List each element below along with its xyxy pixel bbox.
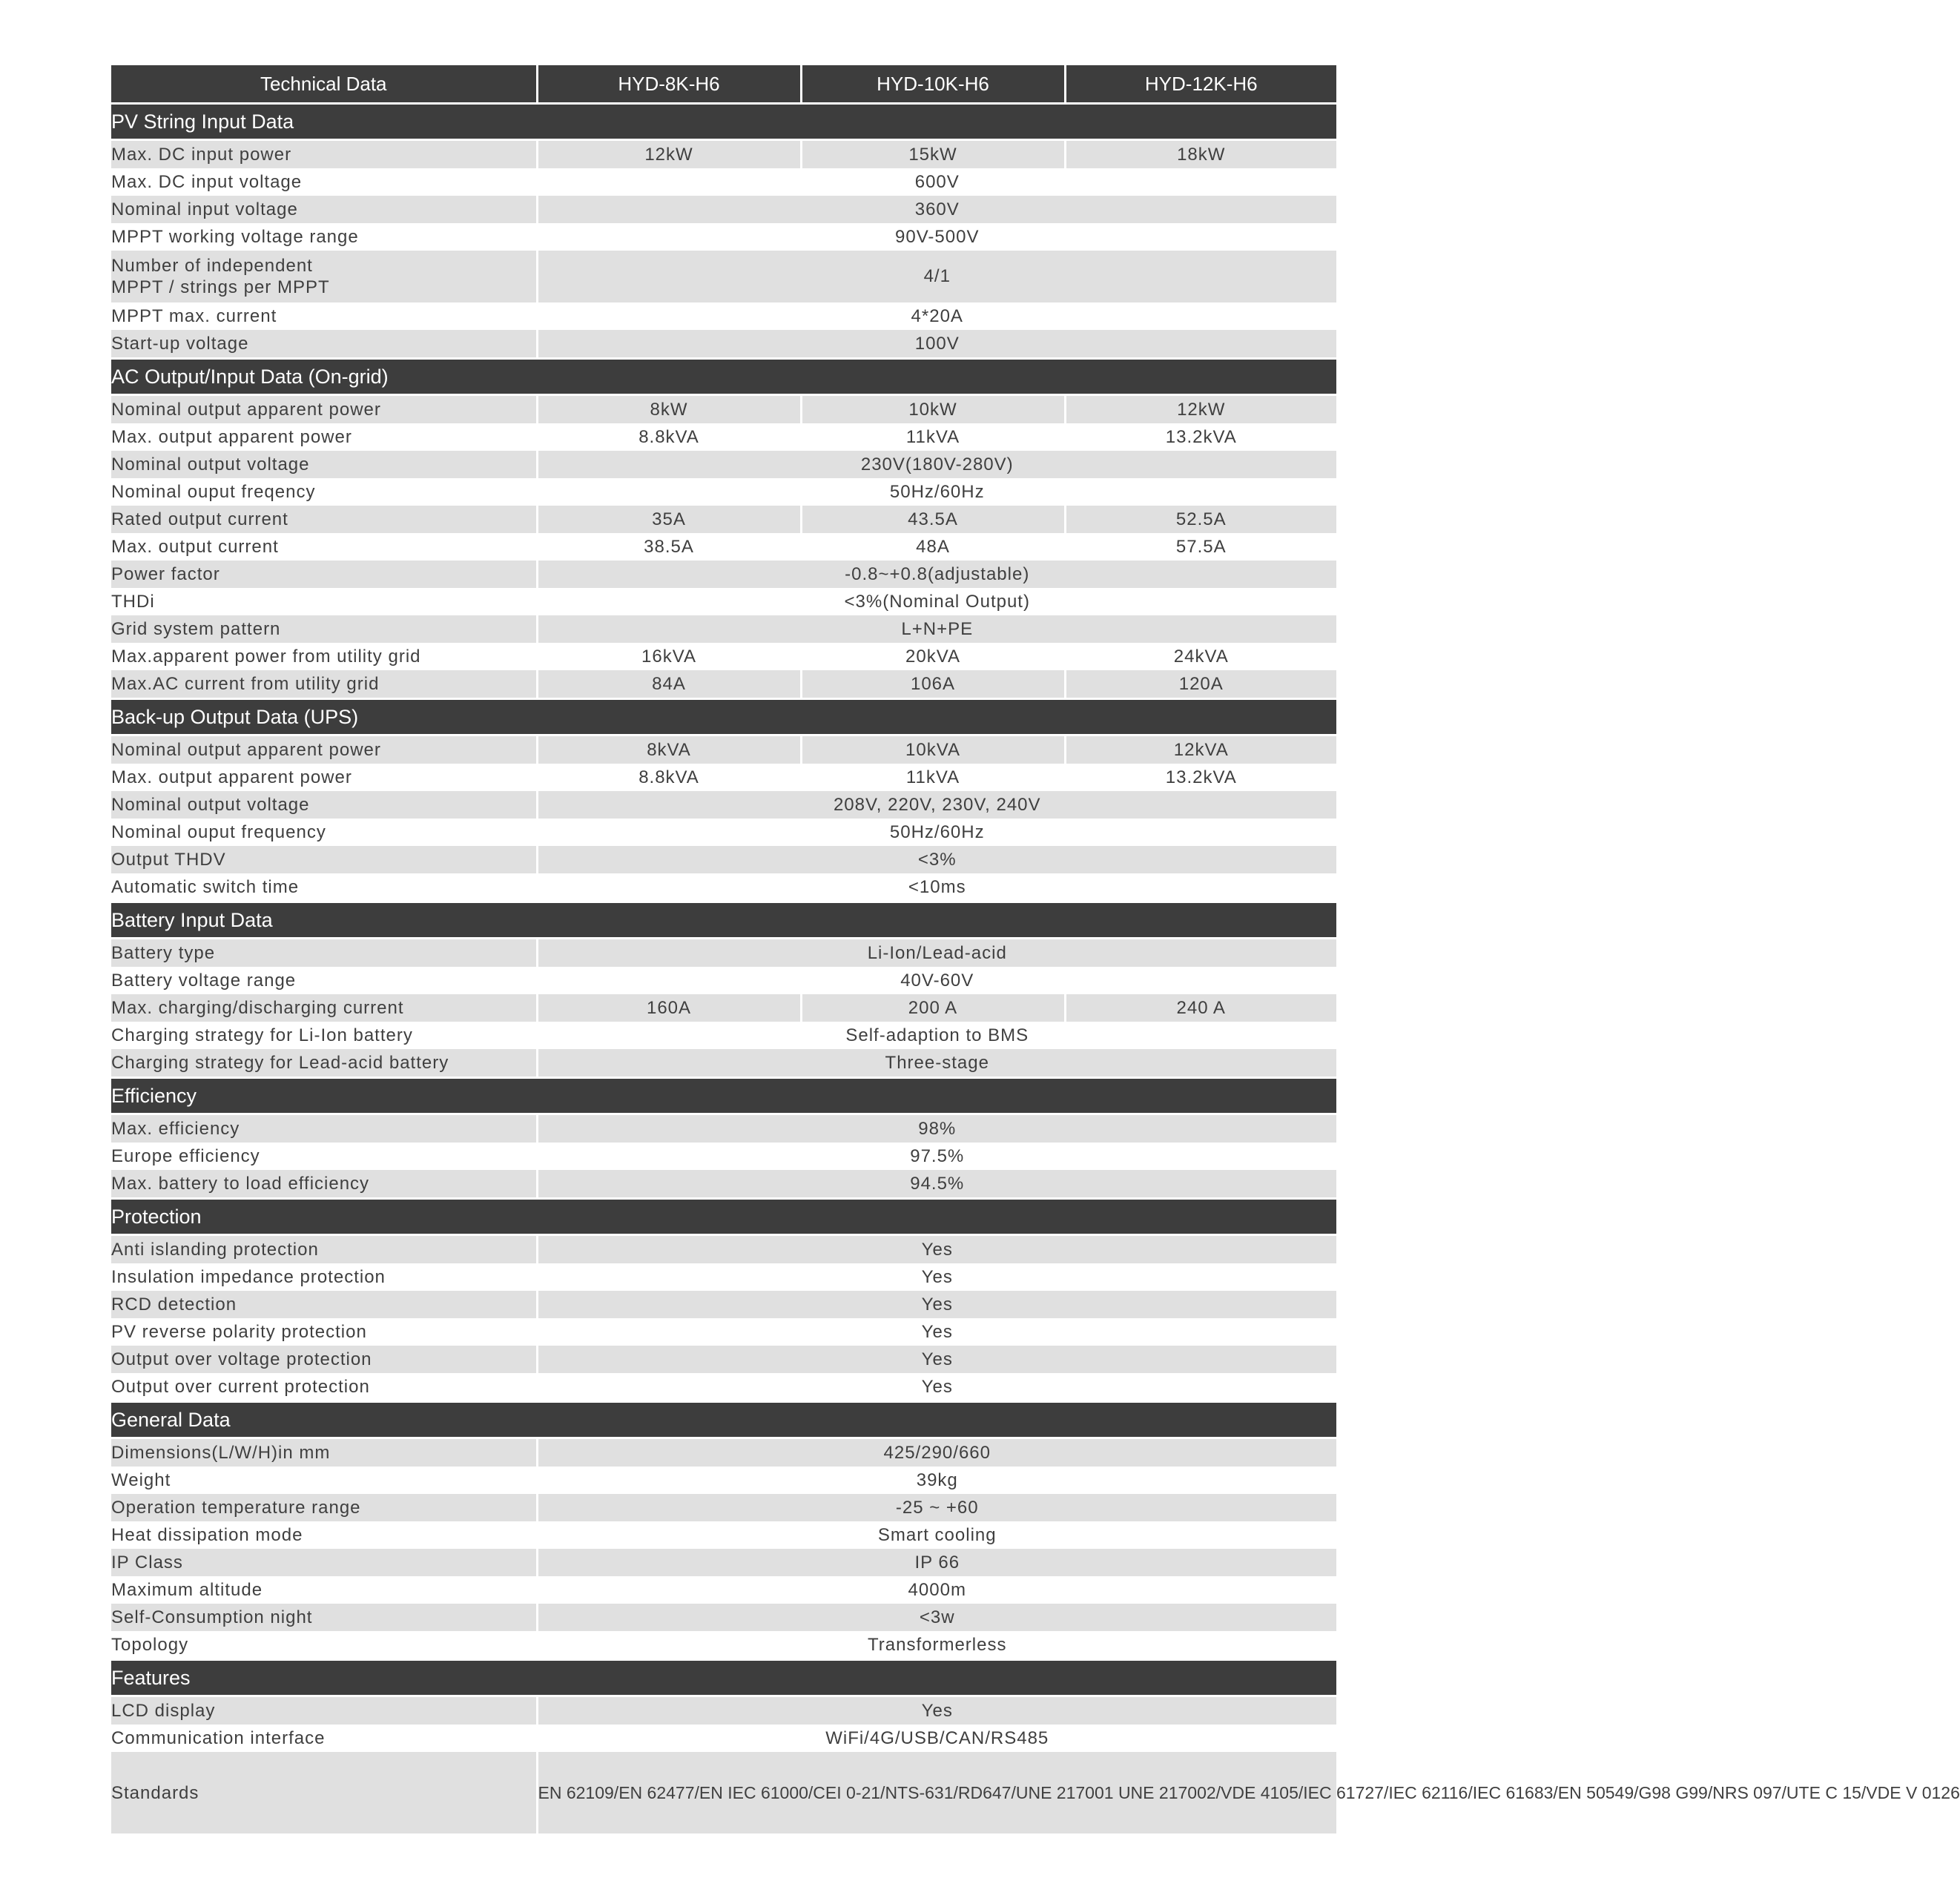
row-value: <3w — [537, 1604, 1336, 1631]
row-label: Heat dissipation mode — [111, 1521, 537, 1549]
row-label: Number of independent MPPT / strings per MPPT — [111, 251, 537, 302]
row-value: L+N+PE — [537, 615, 1336, 643]
section-title: PV String Input Data — [111, 104, 1336, 140]
table-row — [111, 873, 1336, 902]
row-label: Battery type — [111, 939, 537, 968]
row-value: Transformerless — [868, 1634, 1007, 1655]
table-row — [111, 302, 1336, 330]
section-title: Back-up Output Data (UPS) — [111, 699, 1336, 735]
table-row — [111, 1235, 1336, 1264]
row-label: Max. output apparent power — [111, 423, 537, 451]
row-label: Charging strategy for Li-Ion battery — [111, 1022, 537, 1049]
row-value: Yes — [537, 1346, 1336, 1373]
table-row — [111, 451, 1336, 478]
row-value-model-3: 52.5A — [1065, 506, 1336, 533]
row-value-model-1: 8.8kVA — [639, 767, 699, 787]
table-row — [111, 994, 1336, 1022]
table-row — [111, 330, 1336, 359]
row-label: Battery voltage range — [111, 967, 537, 994]
row-value-model-1: 16kVA — [641, 646, 696, 667]
row-label: Topology — [111, 1631, 537, 1660]
table-row — [111, 1263, 1336, 1291]
table-row — [111, 223, 1336, 251]
section-title: Efficiency — [111, 1078, 1336, 1114]
section-title: Features — [111, 1660, 1336, 1696]
table-row — [111, 561, 1336, 588]
row-label: Nominal ouput freqency — [111, 478, 537, 506]
table-row — [111, 1631, 1336, 1660]
table-row — [111, 1725, 1336, 1752]
row-label: Maximum altitude — [111, 1576, 537, 1604]
table-row — [111, 1576, 1336, 1604]
row-value: Three-stage — [537, 1049, 1336, 1078]
row-label: LCD display — [111, 1696, 537, 1725]
table-row — [111, 939, 1336, 968]
row-label: Nominal output apparent power — [111, 395, 537, 424]
row-value: WiFi/4G/USB/CAN/RS485 — [825, 1727, 1049, 1748]
table-row — [111, 1346, 1336, 1373]
section-header-features — [111, 1660, 1336, 1696]
row-value-model-1: 160A — [537, 994, 801, 1022]
table-body — [111, 65, 1960, 1833]
row-value: 39kg — [916, 1469, 958, 1490]
row-value: 208V, 220V, 230V, 240V — [537, 791, 1336, 819]
row-label: MPPT working voltage range — [111, 223, 537, 251]
table-row — [111, 1521, 1336, 1549]
row-value: Yes — [921, 1321, 953, 1342]
row-value: <3%(Nominal Output) — [844, 591, 1030, 612]
row-label: PV reverse polarity protection — [111, 1318, 537, 1346]
row-value: 90V-500V — [895, 226, 980, 247]
table-row — [111, 1467, 1336, 1494]
row-label: Power factor — [111, 561, 537, 588]
row-value: <10ms — [908, 876, 966, 897]
row-label: Output THDV — [111, 846, 537, 873]
row-value: Smart cooling — [877, 1524, 997, 1545]
row-value-model-1: 38.5A — [644, 536, 694, 557]
row-value-model-2: 106A — [801, 670, 1065, 699]
table-row — [111, 967, 1336, 994]
row-value: Yes — [921, 1266, 953, 1287]
row-label: Nominal input voltage — [111, 196, 537, 223]
row-label: Grid system pattern — [111, 615, 537, 643]
row-value-model-2: 20kVA — [801, 643, 1065, 670]
row-label: Nominal output voltage — [111, 451, 537, 478]
row-value: IP 66 — [537, 1549, 1336, 1576]
header-technical-data: Technical Data — [111, 65, 537, 104]
row-value: Yes — [537, 1291, 1336, 1318]
row-value-model-3: 24kVA — [1065, 643, 1336, 670]
row-value: 4000m — [908, 1579, 966, 1600]
row-label: Rated output current — [111, 506, 537, 533]
row-label: Standards — [111, 1752, 537, 1833]
table-row — [111, 196, 1336, 223]
row-value: Li-Ion/Lead-acid — [537, 939, 1336, 968]
table-row — [111, 1438, 1336, 1467]
table-row — [111, 615, 1336, 643]
table-row — [111, 643, 1336, 670]
row-value-model-3: 13.2kVA — [1065, 764, 1336, 791]
row-value: Yes — [537, 1235, 1336, 1264]
section-header-pv-string-input-data — [111, 104, 1336, 140]
row-value-model-1: 12kW — [537, 140, 801, 169]
row-value: -25 ~ +60 — [537, 1494, 1336, 1521]
row-value: 230V(180V-280V) — [537, 451, 1336, 478]
row-label: THDi — [111, 588, 537, 615]
row-value-model-1: 35A — [537, 506, 801, 533]
table-row — [111, 1604, 1336, 1631]
table-row — [111, 764, 1336, 791]
table-row — [111, 670, 1336, 699]
row-value: 4*20A — [911, 305, 963, 326]
row-label: Nominal ouput frequency — [111, 819, 537, 846]
row-label: Start-up voltage — [111, 330, 537, 359]
row-label: Max.AC current from utility grid — [111, 670, 537, 699]
section-title: AC Output/Input Data (On-grid) — [111, 359, 1336, 395]
table-row — [111, 533, 1336, 561]
row-label: MPPT max. current — [111, 302, 537, 330]
row-label: Europe efficiency — [111, 1143, 537, 1170]
row-label: Max. battery to load efficiency — [111, 1170, 537, 1199]
row-value-model-2: 10kW — [801, 395, 1065, 424]
row-label: IP Class — [111, 1549, 537, 1576]
row-value-model-1: 8kW — [537, 395, 801, 424]
row-value-model-2: 11kVA — [801, 764, 1065, 791]
row-value-model-1: 8kVA — [537, 735, 801, 764]
row-value: 97.5% — [910, 1145, 965, 1166]
row-value-model-2: 15kW — [801, 140, 1065, 169]
row-value: Yes — [921, 1376, 953, 1397]
row-label: Dimensions(L/W/H)in mm — [111, 1438, 537, 1467]
row-value: -0.8~+0.8(adjustable) — [537, 561, 1336, 588]
table-row — [111, 168, 1336, 196]
table-row — [111, 1318, 1336, 1346]
row-value: Yes — [537, 1696, 1336, 1725]
section-header-battery-input-data — [111, 902, 1336, 939]
row-value: Self-adaption to BMS — [845, 1025, 1029, 1045]
row-value-model-3: 240 A — [1065, 994, 1336, 1022]
row-label: Max. output apparent power — [111, 764, 537, 791]
section-header-efficiency — [111, 1078, 1336, 1114]
section-title: Protection — [111, 1199, 1336, 1235]
table-row — [111, 846, 1336, 873]
table-row — [111, 140, 1336, 169]
row-label: Insulation impedance protection — [111, 1263, 537, 1291]
row-value-model-2: 48A — [801, 533, 1065, 561]
technical-data-table — [111, 65, 1960, 1833]
row-label: Max. output current — [111, 533, 537, 561]
row-label: Max.apparent power from utility grid — [111, 643, 537, 670]
row-label: Nominal output apparent power — [111, 735, 537, 764]
section-title: Battery Input Data — [111, 902, 1336, 939]
row-label: RCD detection — [111, 1291, 537, 1318]
spec-sheet — [111, 65, 1960, 1833]
table-row — [111, 588, 1336, 615]
table-row — [111, 1494, 1336, 1521]
row-value: 4/1 — [537, 251, 1336, 302]
row-value-model-2: 11kVA — [801, 423, 1065, 451]
row-value-model-1: 8.8kVA — [639, 426, 699, 447]
row-label: Max. DC input power — [111, 140, 537, 169]
row-value: 50Hz/60Hz — [889, 821, 985, 842]
row-value-model-2: 10kVA — [801, 735, 1065, 764]
header-model-12k: HYD-12K-H6 — [1065, 65, 1336, 104]
table-row — [111, 395, 1336, 424]
row-value: 50Hz/60Hz — [889, 481, 985, 502]
table-row — [111, 1752, 1336, 1833]
table-row — [111, 423, 1336, 451]
row-value-model-3: 12kW — [1065, 395, 1336, 424]
row-value: 360V — [537, 196, 1336, 223]
table-row — [111, 506, 1336, 533]
row-value: 100V — [537, 330, 1336, 359]
row-label: Nominal output voltage — [111, 791, 537, 819]
row-label: Anti islanding protection — [111, 1235, 537, 1264]
row-value-model-1: 84A — [537, 670, 801, 699]
table-row — [111, 1696, 1336, 1725]
row-value: 94.5% — [537, 1170, 1336, 1199]
table-row — [111, 791, 1336, 819]
table-row — [111, 819, 1336, 846]
row-label: Max. charging/discharging current — [111, 994, 537, 1022]
row-label: Automatic switch time — [111, 873, 537, 902]
row-value: 40V-60V — [900, 970, 974, 991]
header-model-10k: HYD-10K-H6 — [801, 65, 1065, 104]
table-row — [111, 1549, 1336, 1576]
row-label: Operation temperature range — [111, 1494, 537, 1521]
table-row — [111, 1291, 1336, 1318]
row-label: Self-Consumption night — [111, 1604, 537, 1631]
row-value-model-3: 18kW — [1065, 140, 1336, 169]
table-row — [111, 1114, 1336, 1143]
table-row — [111, 251, 1336, 302]
table-row — [111, 1170, 1336, 1199]
row-value-model-3: 120A — [1065, 670, 1336, 699]
table-row — [111, 1049, 1336, 1078]
section-header-back-up-output-data-ups — [111, 699, 1336, 735]
table-row — [111, 478, 1336, 506]
row-label: Max. efficiency — [111, 1114, 537, 1143]
row-value-model-2: 200 A — [801, 994, 1065, 1022]
row-value: 600V — [914, 171, 960, 192]
row-label: Weight — [111, 1467, 537, 1494]
row-label: Charging strategy for Lead-acid battery — [111, 1049, 537, 1078]
row-value-model-3: 57.5A — [1065, 533, 1336, 561]
table-row — [111, 735, 1336, 764]
header-model-8k: HYD-8K-H6 — [537, 65, 801, 104]
table-row — [111, 1373, 1336, 1402]
row-value-model-2: 43.5A — [801, 506, 1065, 533]
section-header-general-data — [111, 1402, 1336, 1438]
row-label: Output over current protection — [111, 1373, 537, 1402]
row-value: <3% — [537, 846, 1336, 873]
table-header-row — [111, 65, 1336, 104]
row-label: Max. DC input voltage — [111, 168, 537, 196]
row-value: 98% — [537, 1114, 1336, 1143]
table-row — [111, 1022, 1336, 1049]
section-header-ac-output-input-data-on-grid — [111, 359, 1336, 395]
section-header-protection — [111, 1199, 1336, 1235]
row-value-model-3: 12kVA — [1065, 735, 1336, 764]
row-label: Output over voltage protection — [111, 1346, 537, 1373]
row-label: Communication interface — [111, 1725, 537, 1752]
row-value-model-3: 13.2kVA — [1065, 423, 1336, 451]
section-title: General Data — [111, 1402, 1336, 1438]
row-value: 425/290/660 — [537, 1438, 1336, 1467]
row-value: EN 62109/EN 62477/EN IEC 61000/CEI 0-21/NTS-631/RD647/UNE 217001 UNE 217002/VDE 4105/IEC 61727/IEC 62116/IEC 61683/EN 50549/G98 G99/NRS 097/UTE C 15/VDE V 0126 — [537, 1752, 1336, 1833]
table-row — [111, 1143, 1336, 1170]
